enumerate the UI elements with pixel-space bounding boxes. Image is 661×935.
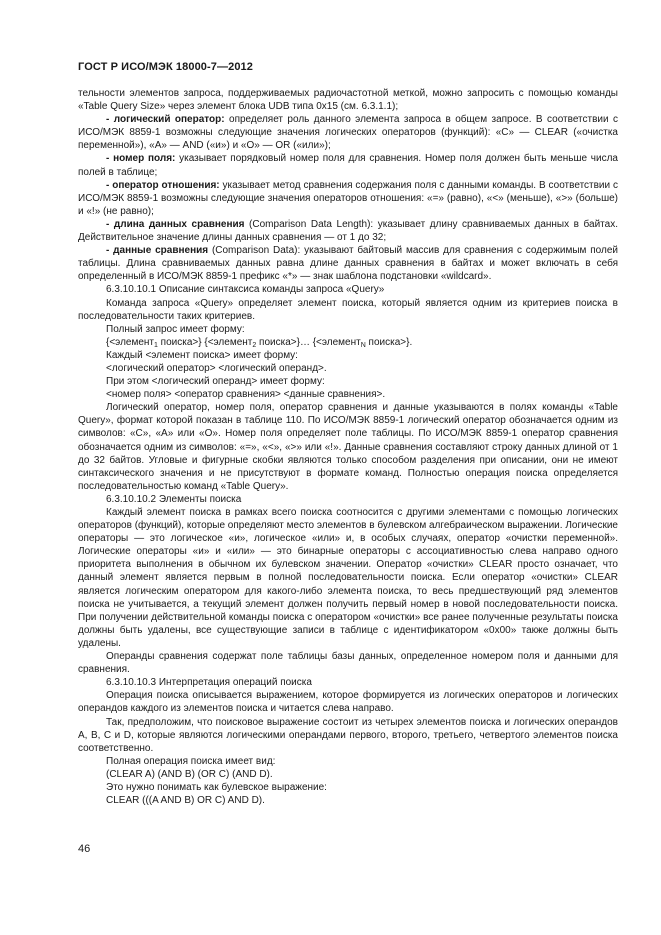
formula: (CLEAR A) (AND B) (OR C) (AND D). (106, 768, 273, 780)
paragraph: Это нужно понимать как булевское выражение: (106, 781, 327, 793)
paragraph: Операция поиска описывается выражением, которое формируется из логических операторов и логических операндов каждого из элементов поиска и читается слева направо. (78, 690, 618, 715)
term: - оператор отношения: (106, 179, 220, 191)
term: - логический оператор: (106, 114, 225, 126)
body-text (78, 87, 618, 807)
formula: CLEAR (((A AND B) OR C) AND D). (106, 795, 265, 807)
formula (78, 336, 618, 349)
list-item (78, 152, 618, 178)
section-heading: 6.3.10.10.3 Интерпретация операций поиска (106, 677, 312, 689)
subscript: N (360, 341, 366, 349)
paragraph: Каждый <элемент поиска> имеет форму: (106, 349, 298, 361)
paragraph: Полная операция поиска имеет вид: (106, 755, 276, 767)
paragraph: Так, предположим, что поисковое выражение состоит из четырех элементов поиска и логических операндов А, В, С и D, которые являются логическими операндами первого, второго, третьего, четвертого элементов поиска соответственно. (78, 716, 618, 754)
term: - номер поля: (106, 153, 176, 165)
paragraph: При этом <логический операнд> имеет форму: (106, 376, 325, 388)
formula: <номер поля> <оператор сравнения> <данные сравнения>. (106, 389, 386, 401)
formula-part: поиска>}. (365, 336, 413, 348)
paragraph: Каждый элемент поиска в рамках всего поиска соотносится с другими элементами с помощью логических операторов (функций), которые определяют место элементов в булевском алгебраическом выражении. Логические операторы — это логическое «и», логическое «или» и, в особых случаях, оператор «очистки переменной». Логические операторы «и» и «или» — это бинарные операторы с ассоциативностью слева направо одного приоритета выполнения в обычном их булевском значении. Оператор «очистки» CLEAR просто означает, что данный элемент является первым в полной последовательности поиска. Если оператор «очистки» CLEAR является логическим оператором для какого-либо элемента поиска, то весь предшествующий ряд элементов поиска не учитывается, а текущий элемент должен получить первый номер в новой последовательности поиска. При получении действительной команды поиска с оператором «очистки» все ранее полученные результаты поиска должны быть удалены, все существующие записи в таблице с идентификатором «0x00» также должны быть удалены. (78, 507, 618, 649)
section-heading: 6.3.10.10.1 Описание синтаксиса команды запроса «Query» (106, 284, 385, 296)
term-definition: определяет роль данного элемента запроса в общем запросе. В соответствии с ИСО/МЭК 8859-1 возможны следующие значения логических операторов (функций): «С» — CLEAR («очистка переменной»), «А» — AND («и») и «О» — OR («или»); (78, 114, 618, 152)
list-item (78, 113, 618, 152)
formula: <логический оператор> <логический операнд>. (106, 362, 327, 374)
term: - данные сравнения (106, 245, 209, 257)
list-item (78, 218, 618, 244)
paragraph: Команда запроса «Query» определяет элемент поиска, который является одним из критериев поиска в последовательности таких критериев. (78, 297, 618, 322)
formula-part: {<элемент (106, 336, 154, 348)
paragraph: Логический оператор, номер поля, оператор сравнения и данные указываются в полях команды «Table Query», формат которой показан в таблице 110. По ИСО/МЭК 8859-1 логический оператор обозначается одним из символов: «С», «А» или «О». Номер поля определяет поле таблицы. По ИСО/МЭК 8859-1 оператор сравнения обозначается одним из символов: «=», «<», «>» или «!». Данные сравнения составляют строку данных длиной от 1 до 32 байтов. Угловые и фигурные скобки являются только способом разделения при описании, они не имеют синтаксического значения и не присутствуют в формате команд. Полностью операция поиска определяется последовательностью команд «Table Query». (78, 402, 618, 492)
running-header: ГОСТ Р ИСО/МЭК 18000-7—2012 (78, 61, 253, 73)
term-definition: (Comparison Data Length): указывает длину сравниваемых данных в байтах. Действительное значение длины данных сравнения — от 1 до 32; (78, 218, 618, 244)
paragraph: тельности элементов запроса, поддерживаемых радиочастотной меткой, можно запросить с помощью команды «Table Query Size» через элемент блока UDB типа 0x15 (см. 6.3.1.1); (78, 88, 618, 113)
list-item (78, 244, 618, 283)
paragraph: Полный запрос имеет форму: (106, 323, 245, 335)
term-definition: указывает метод сравнения содержания поля с данными команды. В соответствии с ИСО/МЭК 8859-1 возможны следующие значения операторов отношения: «=» (равно), «<» (меньше), «>» (больше) и «!» (не равно); (78, 179, 618, 217)
subscript: 1 (154, 341, 158, 349)
term-definition: указывает порядковый номер поля для сравнения. Номер поля должен быть меньше числа полей в таблице; (78, 153, 618, 178)
formula-part: поиска>} {<элемент (157, 336, 253, 348)
section-heading: 6.3.10.10.2 Элементы поиска (106, 493, 242, 505)
formula-part: поиска>}… {<элемент (256, 336, 361, 348)
term-definition: (Comparison Data): указывают байтовый массив для сравнения с содержимым полей таблицы. Длина сравниваемых данных равна длине данных сравнения в байтах и может включать в себя определенный в ИСО/МЭК 8859-1 префикс «*» — знак шаблона подстановки «wildcard». (78, 245, 618, 283)
list-item (78, 179, 618, 218)
term: - длина данных сравнения (106, 218, 245, 230)
subscript: 2 (252, 341, 257, 349)
paragraph: Операнды сравнения содержат поле таблицы базы данных, определенное номером поля и данными для сравнения. (78, 651, 618, 676)
page-number: 46 (78, 843, 91, 855)
